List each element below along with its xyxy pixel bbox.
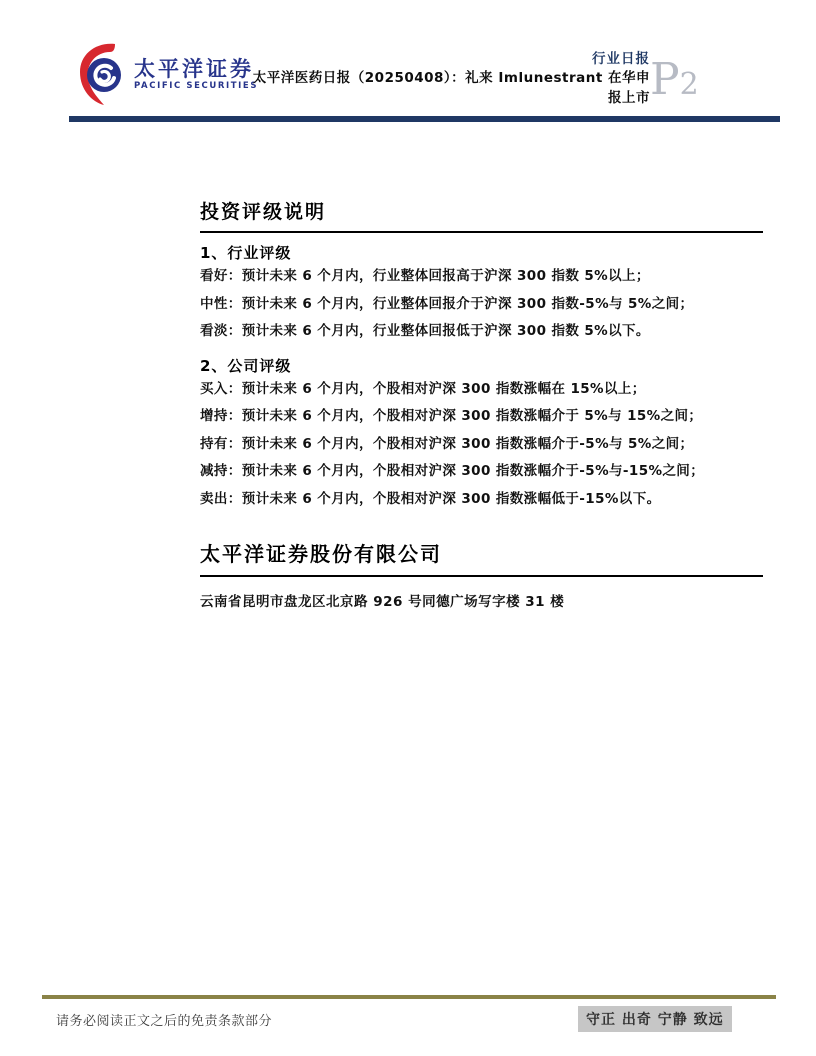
company-address: 云南省昆明市盘龙区北京路 926 号同德广场写字楼 31 楼 (200, 594, 565, 610)
company-rating-heading: 2、公司评级 (200, 356, 292, 375)
company-rating-item: 减持：预计未来 6 个月内，个股相对沪深 300 指数涨幅介于-5%与-15%之间； (200, 463, 705, 479)
industry-rating-item: 看好：预计未来 6 个月内，行业整体回报高于沪深 300 指数 5%以上； (200, 268, 650, 284)
company-rating-group (200, 355, 763, 514)
rating-section (200, 197, 763, 513)
header-title-block (250, 50, 650, 108)
report-type-label: 行业日报 (592, 51, 650, 67)
logo-text (134, 57, 258, 92)
company-rating-item: 买入：预计未来 6 个月内，个股相对沪深 300 指数涨幅在 15%以上； (200, 380, 646, 397)
company-logo (78, 42, 258, 106)
rating-section-title: 投资评级说明 (200, 197, 763, 233)
company-rating-item: 持有：预计未来 6 个月内，个股相对沪深 300 指数涨幅介于-5%与 5%之间； (200, 435, 694, 452)
company-rating-item: 卖出：预计未来 6 个月内，个股相对沪深 300 指数涨幅低于-15%以下。 (200, 490, 661, 507)
footer-disclaimer: 请务必阅读正文之后的免责条款部分 (56, 1014, 273, 1029)
page-number (650, 54, 699, 105)
company-info-section (200, 538, 763, 610)
footer-divider-rule (42, 995, 776, 999)
brand-name-en: PACIFIC SECURITIES (134, 80, 259, 91)
page-number-letter: P (650, 54, 680, 105)
industry-rating-group (200, 242, 763, 346)
brand-name-cn: 太平洋证券 (134, 56, 254, 81)
industry-rating-heading: 1、行业评级 (200, 244, 292, 262)
page-number-digit: 2 (679, 67, 699, 102)
company-name: 太平洋证券股份有限公司 (200, 538, 763, 577)
pacific-securities-logo-icon (78, 42, 124, 106)
industry-rating-item: 看淡：预计未来 6 个月内，行业整体回报低于沪深 300 指数 5%以下。 (200, 323, 650, 339)
company-rating-item: 增持：预计未来 6 个月内，个股相对沪深 300 指数涨幅介于 5%与 15%之间； (200, 408, 703, 424)
report-title: 太平洋医药日报（20250408）：礼来 Imlunestrant 在华申报上市 (252, 70, 650, 106)
footer-motto: 守正 出奇 宁静 致远 (578, 1006, 732, 1032)
header-divider-rule (69, 116, 780, 122)
industry-rating-item: 中性：预计未来 6 个月内，行业整体回报介于沪深 300 指数-5%与 5%之间； (200, 295, 694, 312)
